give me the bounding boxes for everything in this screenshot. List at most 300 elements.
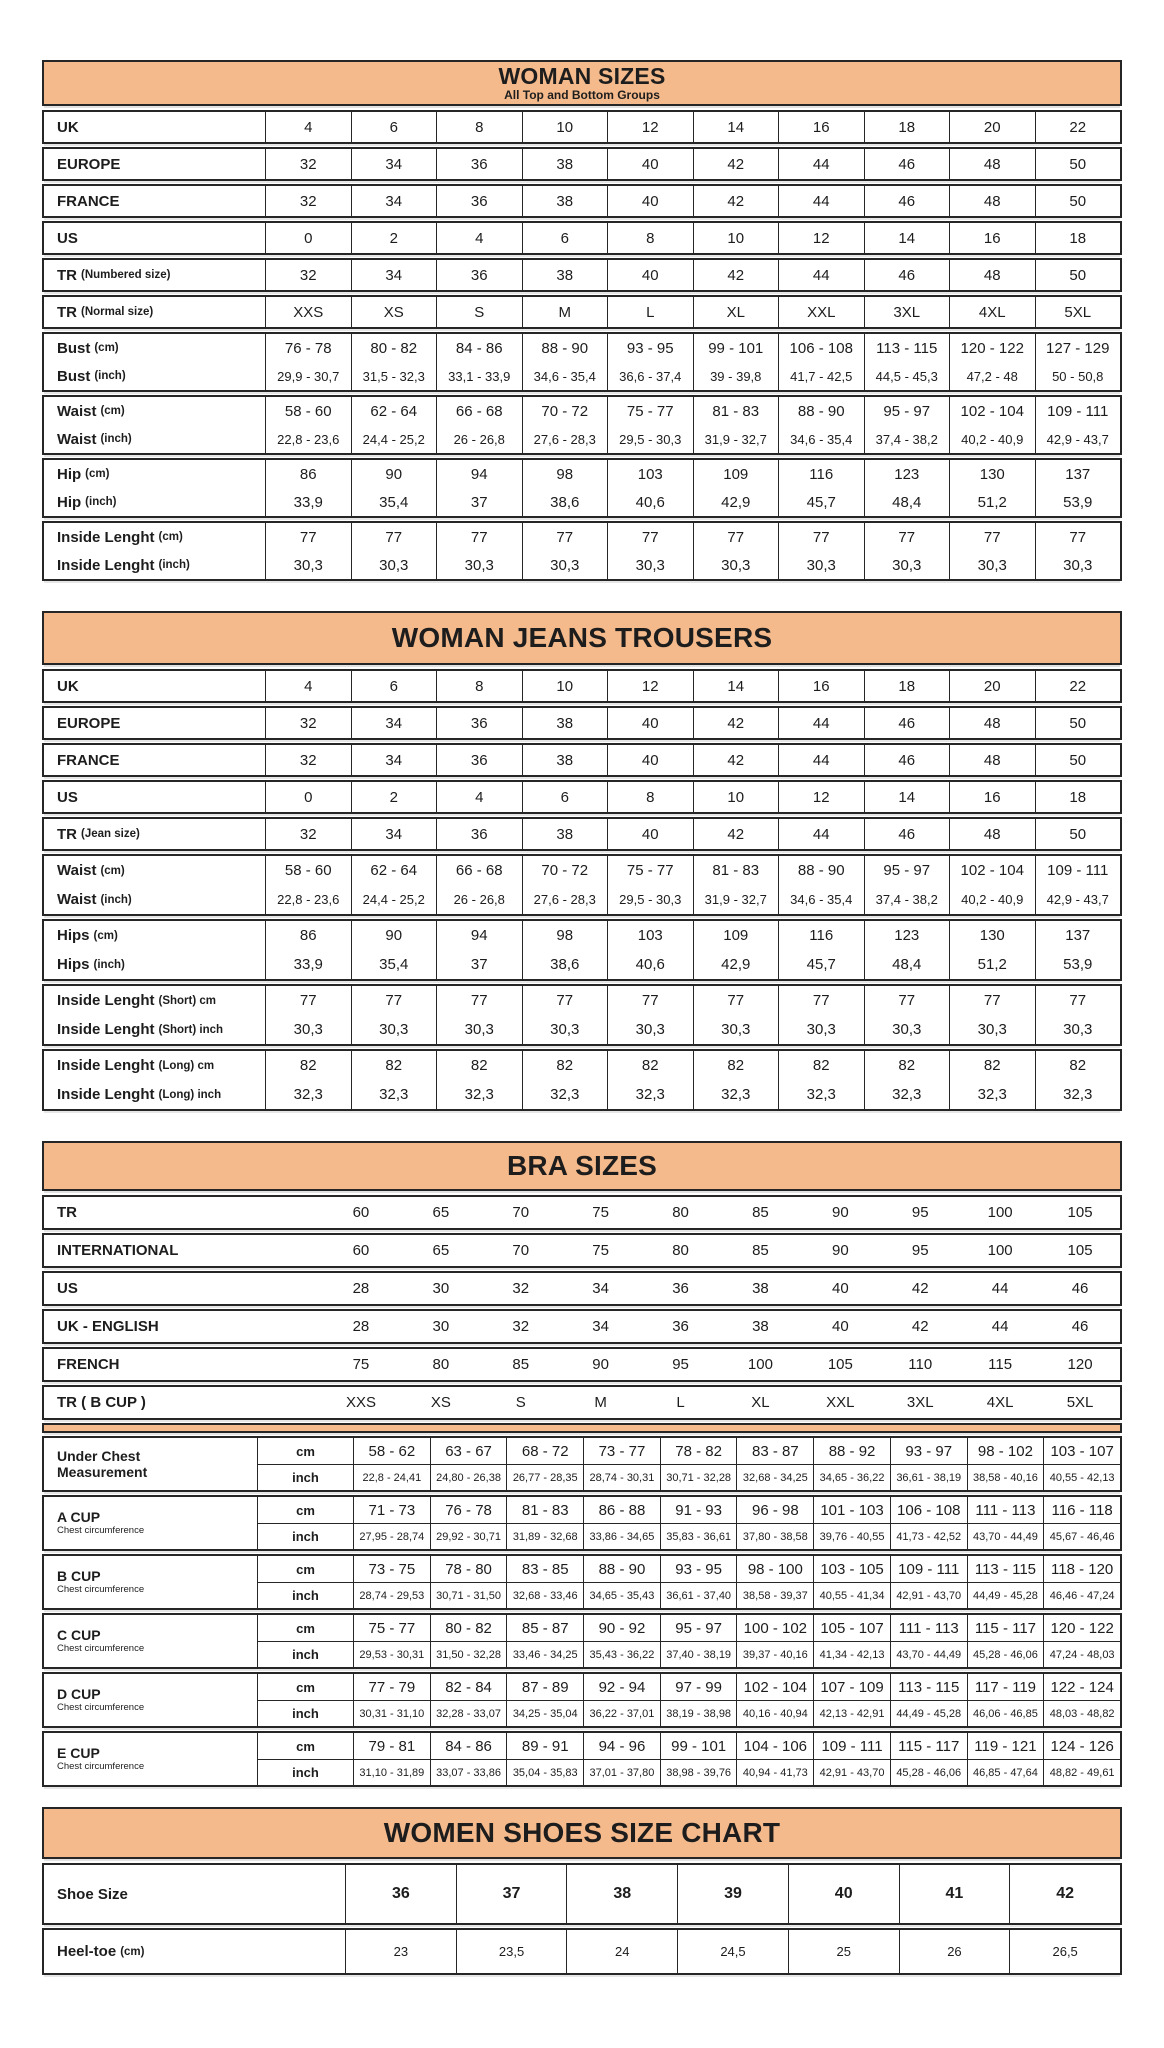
value-cell: 42,9 <box>693 488 779 516</box>
value-cell: 94 - 96 <box>583 1733 660 1759</box>
value-cell: 77 <box>949 986 1035 1015</box>
row-label <box>44 1349 321 1380</box>
label-text: TR <box>57 303 77 321</box>
value-cell: 26 <box>899 1930 1010 1973</box>
row-label <box>44 186 265 216</box>
value-cell: 37,4 - 38,2 <box>864 425 950 453</box>
label-text: Inside Lenght <box>57 556 155 574</box>
value-cell: 90 <box>592 1356 609 1373</box>
value-cell: 32,3 <box>522 1080 608 1109</box>
value-cell: 88 - 90 <box>778 397 864 425</box>
row-group <box>42 295 1122 329</box>
value-cell: 37 <box>436 950 522 979</box>
value-cell: 30,3 <box>949 1015 1035 1044</box>
label-text: Inside Lenght <box>57 1086 155 1103</box>
value-cell: 4 <box>436 782 522 812</box>
table-row <box>44 425 1120 453</box>
label-text: (cm) <box>100 405 125 417</box>
value-cell: 35,83 - 36,61 <box>660 1523 737 1549</box>
label-text: (cm) <box>94 342 119 354</box>
table-title: WOMAN SIZES <box>498 62 666 89</box>
row-label <box>44 819 265 849</box>
value-cell: 34 <box>351 186 437 216</box>
row-label <box>44 921 265 950</box>
value-cell: 98 - 100 <box>736 1556 813 1582</box>
value-cell: 42 <box>911 1318 929 1335</box>
unit-cell: inch <box>257 1523 353 1549</box>
value-cell: 48 <box>949 260 1035 290</box>
value-cell: 42 <box>693 186 779 216</box>
value-cell: XS <box>351 297 437 327</box>
women-shoes-table <box>42 1807 1122 1975</box>
value-cell: 6 <box>351 112 437 142</box>
value-cell: 77 <box>864 986 950 1015</box>
value-cell: 100 - 102 <box>736 1615 813 1641</box>
table-row <box>44 1015 1120 1044</box>
value-cell: 3XL <box>864 297 950 327</box>
value-cell: 70 - 72 <box>522 397 608 425</box>
table-row <box>44 1080 1120 1109</box>
value-cell: 82 <box>265 1051 351 1080</box>
value-cell: 22,8 - 23,6 <box>265 425 351 453</box>
label-text: Waist <box>57 891 97 908</box>
label-text: Shoe Size <box>57 1885 128 1903</box>
value-cell: 51,2 <box>949 488 1035 516</box>
value-cell: 105 <box>1067 1204 1093 1221</box>
value-cell: 30,3 <box>778 551 864 579</box>
value-cell: 88 - 92 <box>813 1438 890 1464</box>
table-row <box>44 782 1120 812</box>
value-cell: 77 <box>265 523 351 551</box>
value-cell: 82 <box>864 1051 950 1080</box>
table-row <box>44 186 1120 216</box>
value-cell: XS <box>430 1394 451 1411</box>
value-cell: 32,3 <box>436 1080 522 1109</box>
value-cell: 43,70 - 44,49 <box>890 1641 967 1667</box>
value-cell: 99 - 101 <box>693 334 779 362</box>
value-cell: 45,67 - 46,46 <box>1043 1523 1120 1549</box>
value-cell: 29,5 - 30,3 <box>607 885 693 914</box>
cup-label <box>44 1438 257 1490</box>
cup-group <box>42 1613 1122 1669</box>
value-cell: 32 <box>265 745 351 775</box>
value-cell: 30,3 <box>1035 551 1121 579</box>
table-row <box>44 460 1120 488</box>
value-cell: 48,4 <box>864 488 950 516</box>
value-cell: 95 - 97 <box>864 856 950 885</box>
label-text: Inside Lenght <box>57 1057 155 1074</box>
row-label <box>44 1273 321 1304</box>
value-cell: 40,55 - 42,13 <box>1043 1464 1120 1490</box>
value-cell: 38 <box>522 186 608 216</box>
value-cell: 34,65 - 35,43 <box>583 1582 660 1608</box>
value-cell: 24 <box>566 1930 677 1973</box>
row-group <box>42 706 1122 740</box>
value-cell: 46,85 - 47,64 <box>967 1759 1044 1785</box>
value-cell: 31,9 - 32,7 <box>693 885 779 914</box>
value-cell: 137 <box>1035 921 1121 950</box>
value-cell: 10 <box>693 223 779 253</box>
value-cell: 14 <box>864 782 950 812</box>
value-cell: 113 - 115 <box>967 1556 1044 1582</box>
value-cell: 34 <box>351 745 437 775</box>
row-label <box>44 551 265 579</box>
value-cell: 32,68 - 33,46 <box>506 1582 583 1608</box>
value-cell: 77 <box>778 986 864 1015</box>
value-cell: 109 - 111 <box>890 1556 967 1582</box>
value-cell: 94 <box>436 460 522 488</box>
table-row <box>44 745 1120 775</box>
value-cell: 63 - 67 <box>430 1438 507 1464</box>
cup-label <box>44 1733 257 1785</box>
table-row <box>44 1235 1120 1266</box>
row-group <box>42 1233 1122 1268</box>
value-cell: 32,68 - 34,25 <box>736 1464 813 1490</box>
value-cell: 50 <box>1035 708 1121 738</box>
label-text: TR ( B CUP ) <box>57 1394 146 1411</box>
value-cell: 98 <box>522 460 608 488</box>
label-text: D CUP <box>57 1686 101 1703</box>
value-cell: 81 - 83 <box>693 397 779 425</box>
value-cell: 36 <box>436 260 522 290</box>
divider-strip <box>42 1423 1122 1433</box>
value-cell: 27,6 - 28,3 <box>522 885 608 914</box>
value-cell: 82 <box>778 1051 864 1080</box>
row-group <box>42 1271 1122 1306</box>
row-label <box>44 1387 321 1418</box>
value-cell: 46 <box>1071 1318 1089 1335</box>
value-cell: 31,5 - 32,3 <box>351 362 437 390</box>
value-cell: 77 <box>436 986 522 1015</box>
label-text: A CUP <box>57 1509 101 1526</box>
row-group <box>42 395 1122 455</box>
value-cell: 96 - 98 <box>736 1497 813 1523</box>
row-group <box>42 780 1122 814</box>
value-cell: 50 <box>1035 819 1121 849</box>
row-label <box>44 1930 345 1973</box>
label-text: (inch) <box>158 559 190 571</box>
value-cell: 77 <box>265 986 351 1015</box>
value-cell: 44,49 - 45,28 <box>890 1700 967 1726</box>
row-label <box>44 856 265 885</box>
value-cell: 32,3 <box>607 1080 693 1109</box>
value-cell: 5XL <box>1035 297 1121 327</box>
value-cell: 30 <box>432 1318 450 1335</box>
label-text: Bust <box>57 339 91 357</box>
value-cell: 16 <box>949 223 1035 253</box>
value-cell: 78 - 80 <box>430 1556 507 1582</box>
value-cell: 77 <box>949 523 1035 551</box>
value-cell: 58 - 60 <box>265 856 351 885</box>
value-cell: 83 - 85 <box>506 1556 583 1582</box>
row-label <box>44 885 265 914</box>
value-cell: 48 <box>949 819 1035 849</box>
table-row <box>44 1197 1120 1228</box>
value-cell: 85 <box>752 1242 769 1259</box>
value-cell: 43,70 - 44,49 <box>967 1523 1044 1549</box>
value-cell: 44 <box>778 149 864 179</box>
label-text: B CUP <box>57 1568 101 1585</box>
table-row <box>44 297 1120 327</box>
value-cell: 80 - 82 <box>351 334 437 362</box>
value-cell: 86 - 88 <box>583 1497 660 1523</box>
value-cell: 120 - 122 <box>1043 1615 1120 1641</box>
value-cell: 28 <box>352 1318 370 1335</box>
value-cell: 31,9 - 32,7 <box>693 425 779 453</box>
value-cell: 103 <box>607 921 693 950</box>
value-cell: 32 <box>265 260 351 290</box>
value-cell: 93 - 97 <box>890 1438 967 1464</box>
value-cell: 81 - 83 <box>693 856 779 885</box>
value-cell: 36 <box>436 708 522 738</box>
value-cell: 82 <box>693 1051 779 1080</box>
value-cell: 70 <box>512 1242 530 1259</box>
value-cell: 109 - 111 <box>813 1733 890 1759</box>
table-row <box>44 671 1120 701</box>
value-cell: 2 <box>351 223 437 253</box>
value-cell: 36 <box>436 186 522 216</box>
table-row <box>44 856 1120 885</box>
value-cell: 24,80 - 26,38 <box>430 1464 507 1490</box>
value-cell: 77 <box>522 523 608 551</box>
value-cell: 93 - 95 <box>607 334 693 362</box>
value-cell: 102 - 104 <box>949 856 1035 885</box>
value-cell: 44 <box>778 819 864 849</box>
value-cell: 46 <box>864 708 950 738</box>
value-cell: 109 <box>693 921 779 950</box>
label-text: Heel-toe <box>57 1943 117 1960</box>
value-cell: 106 - 108 <box>890 1497 967 1523</box>
row-label <box>44 362 265 390</box>
value-cell: 44 <box>778 186 864 216</box>
value-cell: 2 <box>351 782 437 812</box>
value-cell: 87 - 89 <box>506 1674 583 1700</box>
value-cell: 6 <box>351 671 437 701</box>
value-cell: 25 <box>788 1930 899 1973</box>
value-cell: 42 <box>693 819 779 849</box>
value-cell: 30,3 <box>436 551 522 579</box>
value-cell: 30,3 <box>1035 1015 1121 1044</box>
value-cell: 42 <box>911 1280 929 1297</box>
value-cell: 103 - 105 <box>813 1556 890 1582</box>
value-cell: 50 - 50,8 <box>1035 362 1121 390</box>
value-cell: 45,28 - 46,06 <box>967 1641 1044 1667</box>
value-cell: 36,22 - 37,01 <box>583 1700 660 1726</box>
value-cell: 102 - 104 <box>736 1674 813 1700</box>
value-cell: 97 - 99 <box>660 1674 737 1700</box>
cup-group <box>42 1495 1122 1551</box>
value-cell: 58 - 62 <box>353 1438 430 1464</box>
value-cell: 34 <box>351 708 437 738</box>
value-cell: 30 <box>432 1280 450 1297</box>
label-text: (Normal size) <box>81 306 154 318</box>
value-cell: 90 <box>351 460 437 488</box>
table-row <box>44 1311 1120 1342</box>
label-text: US <box>57 788 78 806</box>
value-cell: 26,5 <box>1009 1930 1120 1973</box>
label-text: US <box>57 229 78 247</box>
value-cell: 40,94 - 41,73 <box>736 1759 813 1785</box>
label-text: TR <box>57 825 77 843</box>
value-cell: 118 - 120 <box>1043 1556 1120 1582</box>
value-cell: 34 <box>592 1280 609 1297</box>
women-shoes-header <box>42 1807 1122 1859</box>
row-group <box>42 669 1122 703</box>
row-group <box>42 743 1122 777</box>
table-row <box>44 885 1120 914</box>
value-cell: 29,53 - 30,31 <box>353 1641 430 1667</box>
value-cell: 32,3 <box>949 1080 1035 1109</box>
value-cell: 16 <box>778 671 864 701</box>
label-text: (Long) inch <box>158 1088 222 1101</box>
value-cell: 130 <box>949 921 1035 950</box>
label-text: Chest circumference <box>57 1761 145 1773</box>
value-cell: 82 <box>522 1051 608 1080</box>
unit-cell: cm <box>257 1497 353 1523</box>
value-cell: 44 <box>778 708 864 738</box>
value-cell: 36,6 - 37,4 <box>607 362 693 390</box>
value-cell: 3XL <box>906 1394 934 1411</box>
label-text: (Numbered size) <box>81 269 171 281</box>
table-title: WOMAN JEANS TROUSERS <box>391 622 773 654</box>
value-cell: 75 - 77 <box>607 856 693 885</box>
label-text: FRENCH <box>57 1356 120 1373</box>
value-cell: 65 <box>432 1204 450 1221</box>
value-cell: 48,4 <box>864 950 950 979</box>
row-label <box>44 1865 345 1923</box>
value-cell: 40 <box>607 149 693 179</box>
value-cell: 62 - 64 <box>351 397 437 425</box>
value-cell: 32 <box>265 186 351 216</box>
value-cell: XL <box>693 297 779 327</box>
value-cell: 38 <box>752 1280 769 1297</box>
row-group <box>42 110 1122 144</box>
value-cell: 84 - 86 <box>430 1733 507 1759</box>
value-cell: 4 <box>265 112 351 142</box>
table-row <box>44 362 1120 390</box>
value-cell: 39 <box>677 1865 788 1923</box>
value-cell: 24,4 - 25,2 <box>351 885 437 914</box>
value-cell: 31,50 - 32,28 <box>430 1641 507 1667</box>
value-cell: 33,07 - 33,86 <box>430 1759 507 1785</box>
value-cell: 111 - 113 <box>890 1615 967 1641</box>
value-cell: 42,13 - 42,91 <box>813 1700 890 1726</box>
unit-cell: cm <box>257 1733 353 1759</box>
value-cell: 39 - 39,8 <box>693 362 779 390</box>
value-cell: 45,7 <box>778 488 864 516</box>
value-cell: 60 <box>352 1204 370 1221</box>
value-cell: 44,5 - 45,3 <box>864 362 950 390</box>
value-cell: 36 <box>672 1280 689 1297</box>
table-row <box>44 819 1120 849</box>
value-cell: 106 - 108 <box>778 334 864 362</box>
value-cell: 82 <box>1035 1051 1121 1080</box>
value-cell: 4 <box>436 223 522 253</box>
label-text: Inside Lenght <box>57 528 155 546</box>
unit-cell: inch <box>257 1759 353 1785</box>
value-cell: 36 <box>672 1318 689 1335</box>
value-cell: 30,3 <box>778 1015 864 1044</box>
value-cell: 38 <box>522 708 608 738</box>
label-text: EUROPE <box>57 155 121 173</box>
value-cell: 40,2 - 40,9 <box>949 885 1035 914</box>
value-cell: 75 <box>352 1356 370 1373</box>
value-cell: 50 <box>1035 186 1121 216</box>
value-cell: 33,46 - 34,25 <box>506 1641 583 1667</box>
value-cell: 53,9 <box>1035 950 1121 979</box>
unit-cell: inch <box>257 1582 353 1608</box>
table-row <box>44 149 1120 179</box>
value-cell: 40,6 <box>607 950 693 979</box>
label-text: (Long) cm <box>158 1059 215 1072</box>
value-cell: 38,58 - 40,16 <box>967 1464 1044 1490</box>
value-cell: 38,19 - 38,98 <box>660 1700 737 1726</box>
value-cell: L <box>607 297 693 327</box>
value-cell: 88 - 90 <box>778 856 864 885</box>
value-cell: 12 <box>778 223 864 253</box>
label-text: UK <box>57 118 79 136</box>
value-cell: 40,16 - 40,94 <box>736 1700 813 1726</box>
value-cell: 22,8 - 24,41 <box>353 1464 430 1490</box>
value-cell: 30,31 - 31,10 <box>353 1700 430 1726</box>
value-cell: 42 <box>1009 1865 1120 1923</box>
bra-sizes-header <box>42 1141 1122 1191</box>
value-cell: 46,46 - 47,24 <box>1043 1582 1120 1608</box>
row-label <box>44 950 265 979</box>
label-text: Under Chest <box>57 1447 141 1464</box>
value-cell: 6 <box>522 223 608 253</box>
value-cell: 41,73 - 42,52 <box>890 1523 967 1549</box>
table-row <box>44 986 1120 1015</box>
value-cell: 95 - 97 <box>660 1615 737 1641</box>
value-cell: 8 <box>607 782 693 812</box>
value-cell: 32,3 <box>351 1080 437 1109</box>
value-cell: 44,49 - 45,28 <box>967 1582 1044 1608</box>
row-group <box>42 1863 1122 1925</box>
value-cell: 32,3 <box>864 1080 950 1109</box>
row-label <box>44 425 265 453</box>
row-label <box>44 460 265 488</box>
value-cell: 31,10 - 31,89 <box>353 1759 430 1785</box>
value-cell: 76 - 78 <box>430 1497 507 1523</box>
value-cell: 38,6 <box>522 488 608 516</box>
value-cell: 30,3 <box>864 1015 950 1044</box>
value-cell: 8 <box>607 223 693 253</box>
unit-cell: cm <box>257 1556 353 1582</box>
value-cell: 127 - 129 <box>1035 334 1121 362</box>
label-text: TR <box>57 1204 77 1221</box>
value-cell: 77 <box>1035 523 1121 551</box>
value-cell: 36,61 - 38,19 <box>890 1464 967 1490</box>
value-cell: S <box>515 1394 526 1411</box>
value-cell: 18 <box>1035 782 1121 812</box>
value-cell: 40 <box>607 745 693 775</box>
unit-cell: inch <box>257 1464 353 1490</box>
row-group <box>42 1928 1122 1975</box>
value-cell: 102 - 104 <box>949 397 1035 425</box>
value-cell: 80 <box>672 1242 689 1259</box>
row-group <box>42 1347 1122 1382</box>
label-text: UK - ENGLISH <box>57 1318 159 1335</box>
label-text: (cm) <box>93 929 118 942</box>
table-row <box>44 488 1120 516</box>
value-cell: 70 - 72 <box>522 856 608 885</box>
table-row <box>44 112 1120 142</box>
value-cell: 10 <box>522 112 608 142</box>
value-cell: 95 - 97 <box>864 397 950 425</box>
value-cell: 122 - 124 <box>1043 1674 1120 1700</box>
value-cell: 80 - 82 <box>430 1615 507 1641</box>
